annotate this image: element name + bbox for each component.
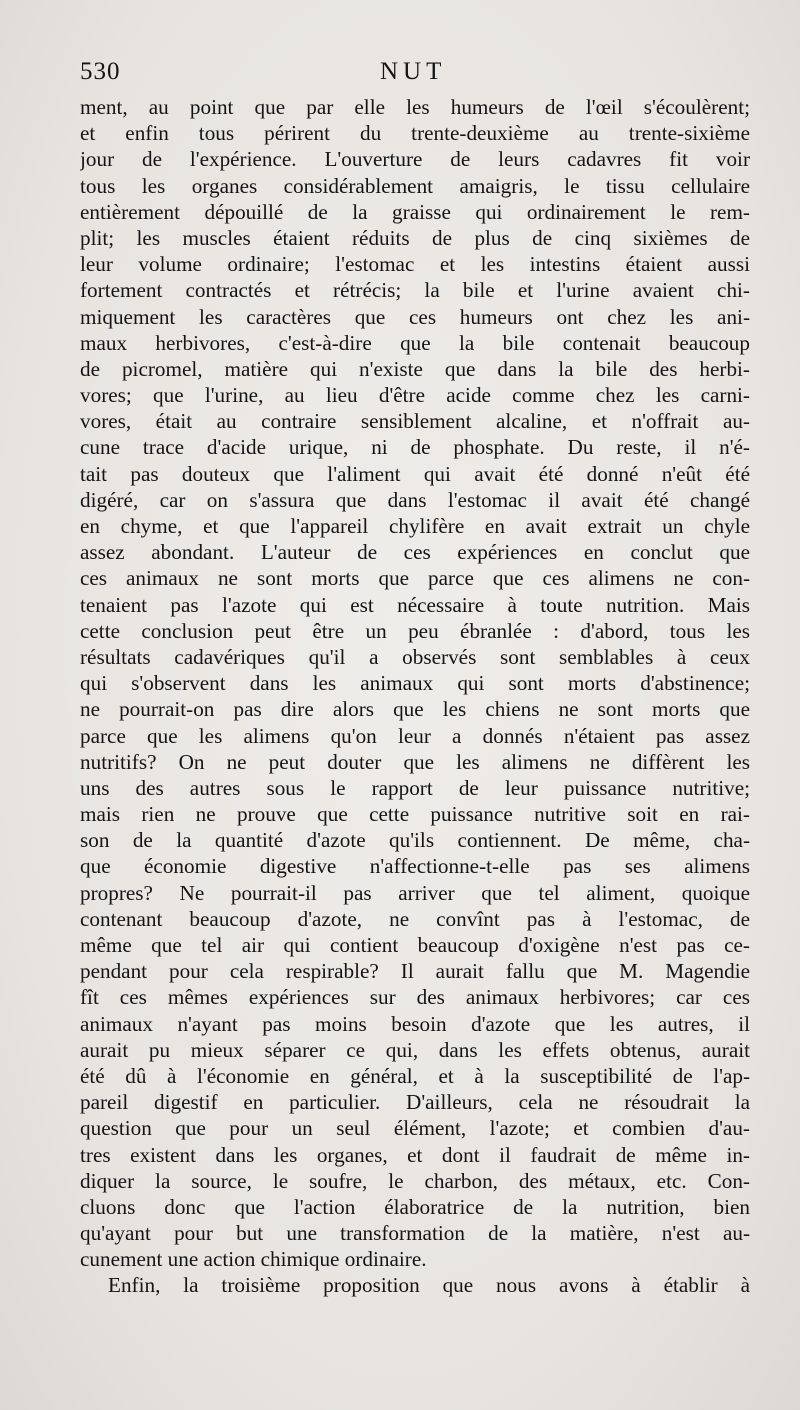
text-line: fît ces mêmes expériences sur des animaux herbivores; car ces — [80, 985, 750, 1010]
text-line: vores; que l'urine, au lieu d'être acide comme chez les carni- — [80, 383, 750, 408]
text-line: nutritifs? On ne peut douter que les alimens ne diffèrent les — [80, 749, 750, 774]
text-line: miquement les caractères que ces humeurs ont chez les ani- — [80, 304, 750, 329]
text-line: propres? Ne pourrait-il pas arriver que tel aliment, quoique — [80, 880, 750, 905]
text-line: de picromel, matière qui n'existe que dans la bile des herbi- — [80, 356, 750, 381]
body-text — [80, 94, 750, 1299]
text-line: son de la quantité d'azote qu'ils contiennent. De même, cha- — [80, 828, 750, 853]
page-header — [80, 58, 750, 92]
text-line: que économie digestive n'affectionne-t-elle pas ses alimens — [80, 854, 750, 879]
text-line: ment, au point que par elle les humeurs de l'œil s'écoulèrent; — [80, 95, 750, 119]
text-line: maux herbivores, c'est-à-dire que la bile contenait beaucoup — [80, 330, 750, 355]
text-line: cette conclusion peut être un peu ébranlée : d'abord, tous les — [80, 618, 750, 643]
text-line: animaux n'ayant pas moins besoin d'azote que les autres, il — [80, 1011, 750, 1036]
text-line: pareil digestif en particulier. D'ailleurs, cela ne résoudrait la — [80, 1090, 750, 1115]
text-line: pendant pour cela respirable? Il aurait fallu que M. Magendie — [80, 959, 750, 984]
text-line: mais rien ne prouve que cette puissance nutritive soit en rai- — [80, 802, 750, 827]
text-line: leur volume ordinaire; l'estomac et les intestins étaient aussi — [80, 252, 750, 277]
text-line: digéré, car on s'assura que dans l'estomac il avait été changé — [80, 487, 750, 512]
text-line: qui s'observent dans les animaux qui sont morts d'abstinence; — [80, 671, 750, 696]
text-line: plit; les muscles étaient réduits de plus de cinq sixièmes de — [80, 225, 750, 250]
text-line: qu'ayant pour but une transformation de la matière, n'est au- — [80, 1221, 750, 1246]
text-line: vores, était au contraire sensiblement alcaline, et n'offrait au- — [80, 409, 750, 434]
text-line: et enfin tous périrent du trente-deuxième au trente-sixième — [80, 121, 750, 146]
text-line: entièrement dépouillé de la graisse qui ordinairement le rem- — [80, 199, 750, 224]
text-line: en chyme, et que l'appareil chylifère en avait extrait un chyle — [80, 514, 750, 538]
text-line: été dû à l'économie en général, et à la susceptibilité de l'ap- — [80, 1063, 750, 1088]
text-line: tenaient pas l'azote qui est nécessaire à toute nutrition. Mais — [80, 592, 750, 617]
text-line: cluons donc que l'action élaboratrice de la nutrition, bien — [80, 1194, 750, 1219]
text-line: jour de l'expérience. L'ouverture de leurs cadavres fit voir — [80, 147, 750, 172]
page-number: 530 — [80, 58, 121, 85]
text-line: cunement une action chimique ordinaire. — [80, 1247, 427, 1272]
text-line: même que tel air qui contient beaucoup d'oxigène n'est pas ce- — [80, 933, 750, 957]
paragraph-start-line: Enfin, la troisième proposition que nous avons à établir à — [108, 1273, 750, 1298]
text-line: tous les organes considérablement amaigris, le tissu cellulaire — [80, 173, 750, 198]
text-line: contenant beaucoup d'azote, ne convînt pas à l'estomac, de — [80, 906, 750, 931]
text-line: aurait pu mieux séparer ce qui, dans les effets obtenus, aurait — [80, 1037, 750, 1062]
text-line: résultats cadavériques qu'il a observés sont semblables à ceux — [80, 644, 750, 669]
running-title: NUT — [380, 58, 447, 85]
text-line: cune trace d'acide urique, ni de phosphate. Du reste, il n'é- — [80, 435, 750, 460]
text-line: ne pourrait-on pas dire alors que les chiens ne sont morts que — [80, 697, 750, 722]
text-line: tres existent dans les organes, et dont il faudrait de même in- — [80, 1142, 750, 1167]
text-line: diquer la source, le soufre, le charbon, des métaux, etc. Con- — [80, 1168, 750, 1193]
text-line: uns des autres sous le rapport de leur puissance nutritive; — [80, 775, 750, 800]
text-line: tait pas douteux que l'aliment qui avait été donné n'eût été — [80, 461, 750, 486]
text-line: fortement contractés et rétrécis; la bile et l'urine avaient chi- — [80, 278, 750, 303]
text-line: parce que les alimens qu'on leur a donnés n'étaient pas assez — [80, 723, 750, 748]
text-line: ces animaux ne sont morts que parce que ces alimens ne con- — [80, 566, 750, 591]
text-line: assez abondant. L'auteur de ces expériences en conclut que — [80, 540, 750, 565]
text-line: question que pour un seul élément, l'azote; et combien d'au- — [80, 1116, 750, 1141]
